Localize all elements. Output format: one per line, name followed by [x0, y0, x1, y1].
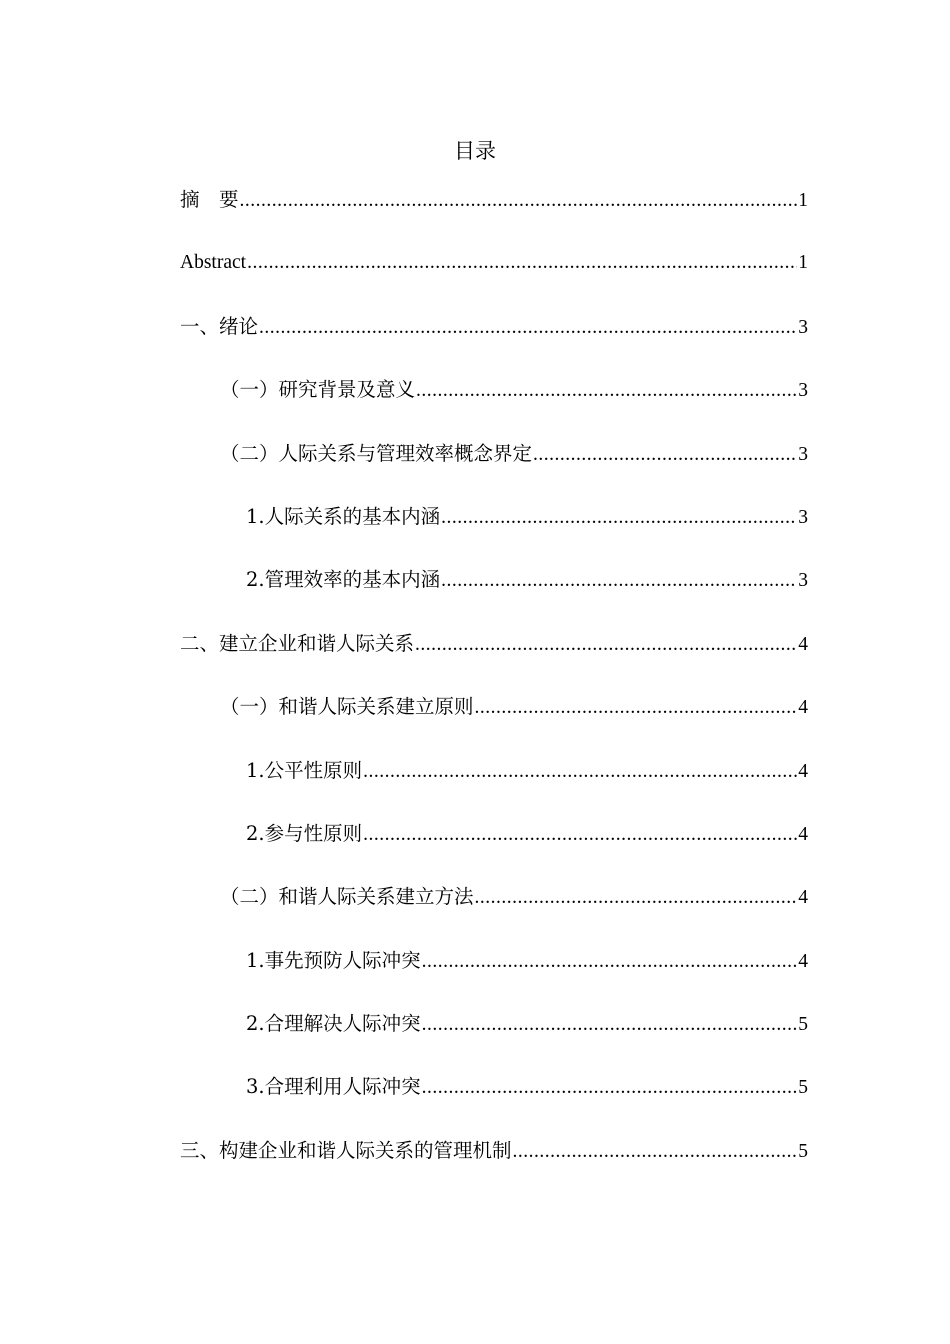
toc-entry-label: 3.合理利用人际冲突: [246, 1075, 421, 1099]
toc-entry-label: 2.参与性原则: [246, 821, 363, 845]
toc-dot-leader: [422, 1010, 798, 1040]
toc-dot-leader: [259, 313, 797, 343]
toc-dot-leader: [533, 440, 797, 470]
toc-dot-leader: [363, 757, 797, 787]
toc-dot-leader: [513, 1137, 798, 1167]
toc-dot-leader: [422, 1073, 798, 1103]
toc-dot-leader: [441, 566, 797, 596]
toc-page-number: 4: [798, 887, 808, 909]
toc-entry: [180, 185, 808, 248]
toc-dot-leader: [475, 693, 798, 723]
toc-dot-leader: [247, 248, 797, 278]
toc-page-number: 4: [798, 950, 808, 972]
toc-entry: [180, 819, 808, 882]
toc-page-number: 3: [798, 570, 808, 592]
toc-entry: [180, 692, 808, 755]
toc-page-number: 4: [798, 633, 808, 655]
toc-entry: [180, 1136, 808, 1199]
toc-entry: [180, 882, 808, 945]
toc-page-number: 4: [798, 697, 808, 719]
toc-page-number: 5: [798, 1140, 808, 1162]
toc-entry-label: （一）和谐人际关系建立原则: [220, 695, 474, 719]
toc-entry-label: （二）人际关系与管理效率概念界定: [220, 441, 533, 465]
toc-page-number: 1: [798, 252, 808, 274]
toc-page-number: 5: [798, 1077, 808, 1099]
toc-list: [180, 185, 808, 1199]
toc-entry: [180, 439, 808, 502]
toc-entry-label: （二）和谐人际关系建立方法: [220, 885, 474, 909]
toc-page-number: 3: [798, 443, 808, 465]
toc-entry-label: 二、建立企业和谐人际关系: [180, 631, 415, 655]
toc-dot-leader: [441, 503, 797, 533]
toc-entry: [180, 629, 808, 692]
toc-entry: [180, 248, 808, 311]
toc-entry-label: 一、绪论: [180, 314, 259, 338]
toc-dot-leader: [363, 820, 797, 850]
toc-page-number: 5: [798, 1014, 808, 1036]
toc-title: 目录: [454, 139, 496, 163]
toc-page-number: 3: [798, 316, 808, 338]
toc-entry: [180, 312, 808, 375]
toc-page-number: 3: [798, 506, 808, 528]
toc-entry-label: 2.管理效率的基本内涵: [246, 568, 441, 592]
toc-entry-label: 三、构建企业和谐人际关系的管理机制: [180, 1138, 512, 1162]
toc-entry: [180, 1009, 808, 1072]
toc-entry: [180, 1072, 808, 1135]
toc-entry-label: 1.公平性原则: [246, 758, 363, 782]
toc-entry: [180, 756, 808, 819]
toc-entry-label: 摘 要: [180, 188, 239, 211]
toc-entry-label: 1.人际关系的基本内涵: [246, 504, 441, 528]
toc-dot-leader: [416, 376, 797, 406]
toc-entry: [180, 565, 808, 628]
toc-entry-label: 1.事先预防人际冲突: [246, 948, 421, 972]
toc-entry-label: 2.合理解决人际冲突: [246, 1012, 421, 1036]
toc-page-number: 4: [798, 760, 808, 782]
toc-entry: [180, 375, 808, 438]
toc-entry-label: （一）研究背景及意义: [220, 378, 416, 402]
toc-page-number: 3: [798, 380, 808, 402]
toc-entry: [180, 502, 808, 565]
toc-dot-leader: [475, 883, 798, 913]
toc-dot-leader: [422, 947, 798, 977]
toc-entry-label: Abstract: [180, 252, 247, 274]
toc-page-number: 4: [798, 823, 808, 845]
toc-dot-leader: [415, 630, 797, 660]
toc-dot-leader: [240, 186, 798, 216]
toc-page-number: 1: [798, 190, 808, 211]
toc-entry: [180, 946, 808, 1009]
